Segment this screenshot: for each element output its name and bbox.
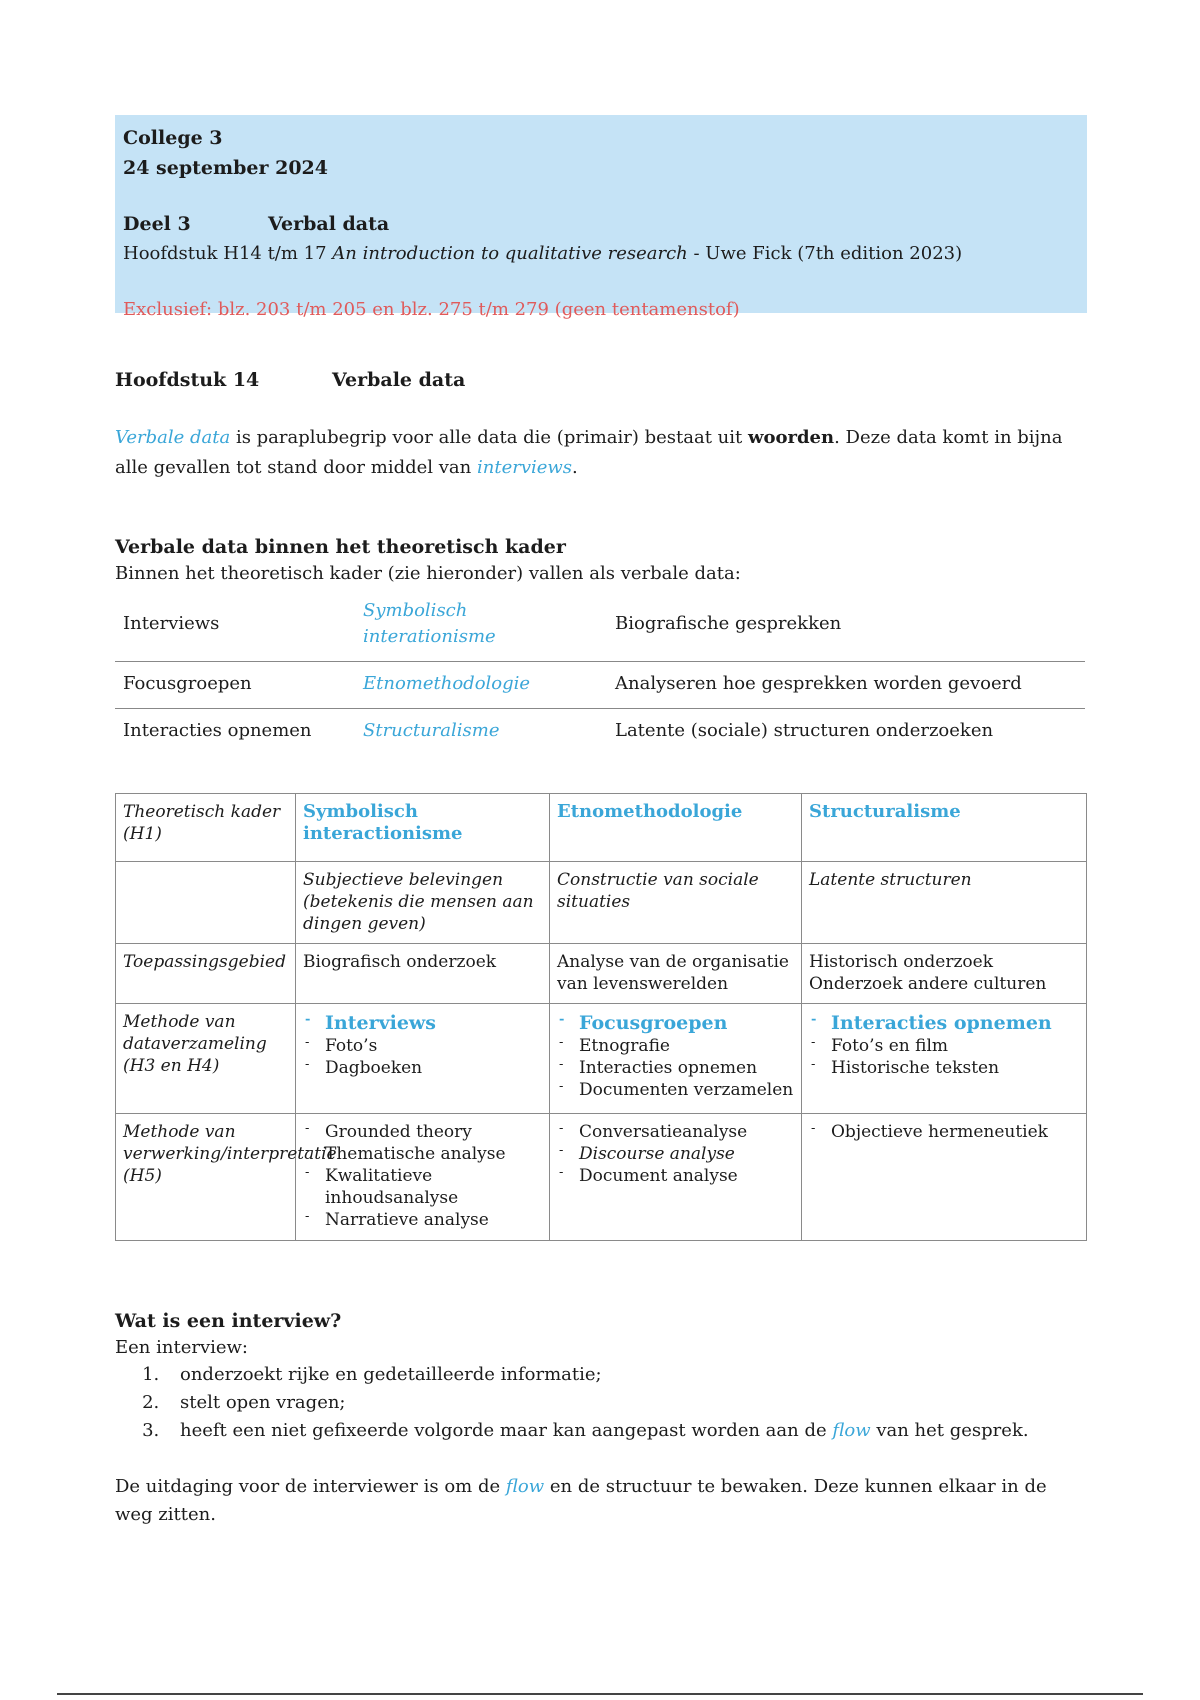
flow-link[interactable]: flow <box>832 1420 871 1441</box>
processing-cell <box>550 1114 802 1241</box>
collection-cell <box>550 1004 802 1114</box>
chapter-number: Hoofdstuk 14 <box>115 369 260 391</box>
footer-divider <box>57 1693 1143 1695</box>
book-reference: Hoofdstuk H14 t/m 17 An introduction to qualitative research - Uwe Fick (7th edition 2023) <box>123 243 963 264</box>
row-label-kader: Theoretisch kader (H1) <box>116 794 296 862</box>
list-item: - Grounded theory <box>303 1121 542 1143</box>
table-row <box>115 662 1085 709</box>
intro-paragraph: Verbale data is paraplubegrip voor alle data die (primair) bestaat uit woorden. Deze data komt in bijna alle gevallen tot stand door middel van interviews. <box>115 427 1063 478</box>
table-row <box>116 1004 1087 1114</box>
book-title: An introduction to qualitative research <box>332 243 688 264</box>
list-item: - Narratieve analyse <box>303 1209 542 1231</box>
area-cell: Historisch onderzoek Onderzoek andere culturen <box>802 944 1087 1004</box>
column-header-structuralisme: Structuralisme <box>802 794 1087 862</box>
method-cell: Focusgroepen <box>115 662 355 709</box>
list-item: - Focusgroepen <box>557 1011 794 1035</box>
college-label: College 3 <box>123 127 223 149</box>
interviews-link[interactable]: interviews <box>476 457 573 478</box>
list-item: - Documenten verzamelen <box>557 1079 794 1101</box>
column-header-symbolisch: Symbolisch interactionisme <box>296 794 550 862</box>
description-cell: Latente (sociale) structuren onderzoeken <box>607 709 1085 756</box>
description-cell: Subjectieve belevingen (betekenis die mensen aan dingen geven) <box>296 862 550 944</box>
exclusion-note: Exclusief: blz. 203 t/m 205 en blz. 275 t/m 279 (geen tentamenstof) <box>123 299 740 320</box>
interview-outro: De uitdaging voor de interviewer is om de flow en de structuur te bewaken. Deze kunnen elkaar in de weg zitten. <box>115 1476 1047 1525</box>
collection-cell <box>802 1004 1087 1114</box>
table-row <box>116 944 1087 1004</box>
list-item: - Foto’s en film <box>809 1035 1079 1057</box>
interview-section-heading: Wat is een interview? <box>115 1310 342 1332</box>
list-item: 2. stelt open vragen; <box>165 1389 1087 1417</box>
verbale-data-link[interactable]: Verbale data <box>115 427 231 448</box>
empty-cell <box>116 862 296 944</box>
lecture-header-box <box>115 115 1087 320</box>
framework-link[interactable]: Etnomethodologie <box>363 673 531 694</box>
chapter-heading <box>115 365 1087 395</box>
method-cell: Interacties opnemen <box>115 709 355 756</box>
framework-link[interactable]: Symbolisch interationisme <box>363 600 496 647</box>
collection-cell <box>296 1004 550 1114</box>
table-row <box>116 862 1087 944</box>
row-label-verwerking: Methode van verwerking/interpretatie (H5) <box>116 1114 296 1241</box>
list-item: - Kwalitatieve inhoudsanalyse <box>303 1165 542 1209</box>
processing-cell <box>296 1114 550 1241</box>
lecture-date: 24 september 2024 <box>123 157 328 179</box>
list-item: - Thematische analyse <box>303 1143 542 1165</box>
woorden-bold: woorden <box>747 427 835 448</box>
list-item: - Interacties opnemen <box>557 1057 794 1079</box>
row-label-toepassing: Toepassingsgebied <box>116 944 296 1004</box>
list-item: - Document analyse <box>557 1165 794 1187</box>
list-item: 3. heeft een niet gefixeerde volgorde maar kan aangepast worden aan de flow van het gesprek. <box>165 1417 1087 1445</box>
table-row <box>116 794 1087 862</box>
list-item: - Interviews <box>303 1011 542 1035</box>
part-number: Deel 3 <box>123 213 191 235</box>
area-cell: Analyse van de organisatie van levenswerelden <box>550 944 802 1004</box>
list-item: - Conversatieanalyse <box>557 1121 794 1143</box>
theory-section-heading: Verbale data binnen het theoretisch kader <box>115 536 566 558</box>
theoretical-framework-table <box>115 793 1087 1241</box>
description-cell: Biografische gesprekken <box>615 613 842 634</box>
description-cell: Analyseren hoe gesprekken worden gevoerd <box>607 662 1085 709</box>
method-cell: Interviews <box>123 613 220 634</box>
list-item: - Etnografie <box>557 1035 794 1057</box>
table-row <box>116 1114 1087 1241</box>
document-page <box>115 115 1087 1529</box>
processing-cell <box>802 1114 1087 1241</box>
framework-link[interactable]: Structuralisme <box>363 720 500 741</box>
list-item: - Discourse analyse <box>557 1143 794 1165</box>
list-item: - Dagboeken <box>303 1057 542 1079</box>
table-row <box>115 589 1085 662</box>
interview-intro: Een interview: <box>115 1337 248 1358</box>
list-item: - Interacties opnemen <box>809 1011 1079 1035</box>
verbal-data-table <box>115 589 1085 755</box>
area-cell: Biografisch onderzoek <box>296 944 550 1004</box>
list-item: - Historische teksten <box>809 1057 1079 1079</box>
table-row <box>115 709 1085 756</box>
chapter-title: Verbale data <box>332 369 466 391</box>
row-label-verzameling: Methode van dataverzameling (H3 en H4) <box>116 1004 296 1114</box>
list-item: - Foto’s <box>303 1035 542 1057</box>
theory-section-subtext: Binnen het theoretisch kader (zie hieronder) vallen als verbale data: <box>115 563 741 584</box>
list-item: 1. onderzoekt rijke en gedetailleerde informatie; <box>165 1361 1087 1389</box>
column-header-etnomethodologie: Etnomethodologie <box>550 794 802 862</box>
part-heading <box>123 209 1079 239</box>
part-title: Verbal data <box>268 213 390 235</box>
interview-list <box>115 1361 1087 1445</box>
list-item: - Objectieve hermeneutiek <box>809 1121 1079 1143</box>
flow-link[interactable]: flow <box>505 1476 545 1497</box>
description-cell: Latente structuren <box>802 862 1087 944</box>
description-cell: Constructie van sociale situaties <box>550 862 802 944</box>
